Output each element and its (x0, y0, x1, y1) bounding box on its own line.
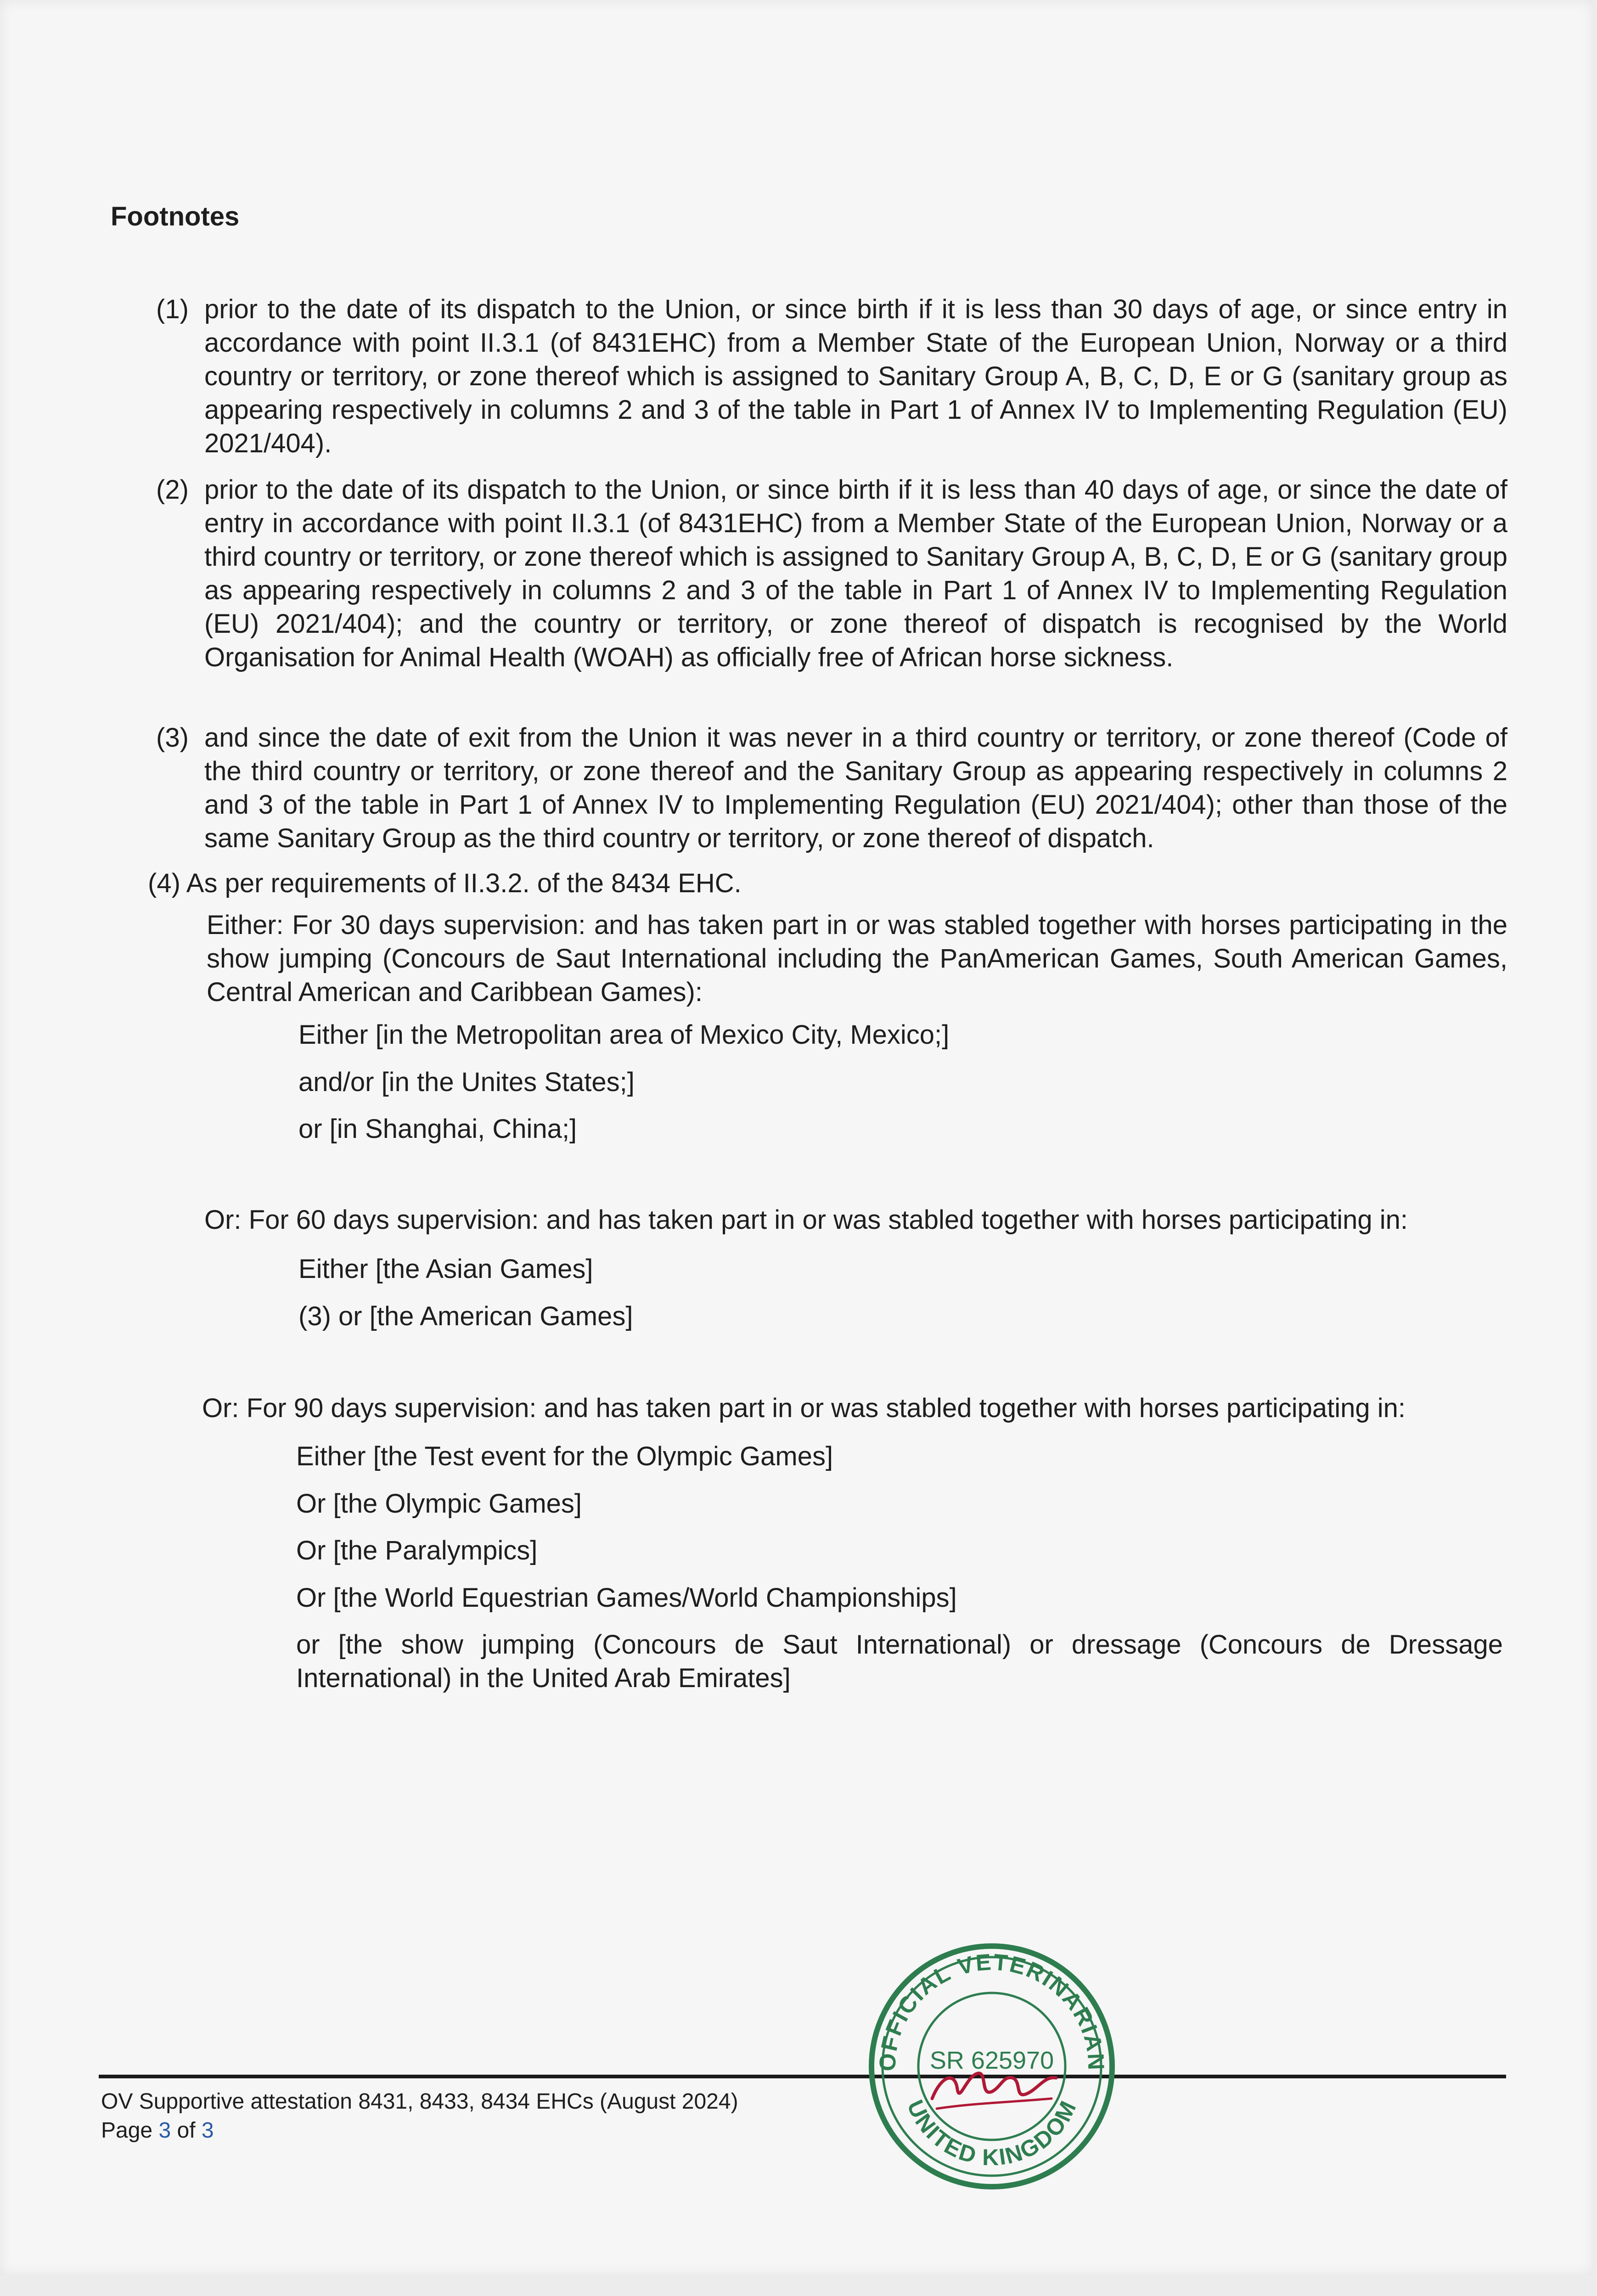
either-item-shanghai: or [in Shanghai, China;] (298, 1114, 577, 1144)
either-30-days-intro: Either: For 30 days supervision: and has taken part in or was stabled together with horses participating in the show jumping (Concours de Saut International including the PanAmerican Games, South American Games, Central American and Caribbean Games): (207, 910, 1507, 1007)
page-word: Page (101, 2118, 153, 2143)
or90-item-uae: or [the show jumping (Concours de Saut International) or dressage (Concours de Dressage International) in the United Arab Emirates] (296, 1630, 1503, 1693)
footnote-1-text: prior to the date of its dispatch to the Union, or since birth if it is less than 30 days of age, or since entry in accordance with point II.3.1 (of 8431EHC) from a Member State of the European Union, Norway or a third country or territory, or zone thereof which is assigned to Sanitary Group A, B, C, D, E or G (sanitary group as appearing respectively in columns 2 and 3 of the table in Part 1 of Annex IV to Implementing Regulation (EU) 2021/404). (204, 294, 1507, 458)
or60-item-american-games: (3) or [the American Games] (298, 1301, 633, 1331)
page-current: 3 (158, 2118, 171, 2143)
stamp-number: SR 625970 (929, 2047, 1054, 2074)
official-veterinarian-stamp (863, 1938, 1120, 2195)
footnote-3-text: and since the date of exit from the Union it was never in a third country or territory, or zone thereof (Code of the third country or territory, or zone thereof and the Sanitary Group as appearing respectively in columns 2 and 3 of the table in Part 1 of Annex IV to Implementing Regulation (EU) 2021/404); other than those of the same Sanitary Group as the third country or territory, or zone thereof of dispatch. (204, 723, 1507, 853)
footnote-3-marker: (3) (156, 723, 189, 753)
footnote-1-marker: (1) (156, 294, 189, 324)
page-total: 3 (201, 2118, 214, 2143)
of-word: of (177, 2118, 196, 2143)
or90-item-world-equestrian-games: Or [the World Equestrian Games/World Championships] (296, 1583, 957, 1613)
footer-attestation: OV Supportive attestation 8431, 8433, 8434 EHCs (August 2024) (101, 2089, 738, 2114)
footer-page-number (101, 2116, 214, 2145)
or-90-days-intro: Or: For 90 days supervision: and has taken part in or was stabled together with horses participating in: (202, 1393, 1406, 1423)
footnote-2-text: prior to the date of its dispatch to the Union, or since birth if it is less than 40 days of age, or since the date of entry in accordance with point II.3.1 (of 8431EHC) from a Member State of the European Union, Norway or a third country or territory, or zone thereof which is assigned to Sanitary Group A, B, C, D, E or G (sanitary group as appearing respectively in columns 2 and 3 of the table in Part 1 of Annex IV to Implementing Regulation (EU) 2021/404); and the country or territory, or zone thereof of dispatch is recognised by the World Organisation for Animal Health (WOAH) as officially free of African horse sickness. (204, 475, 1507, 672)
or90-item-paralympics: Or [the Paralympics] (296, 1536, 538, 1565)
signature-icon (932, 2073, 1056, 2099)
or-60-days-intro: Or: For 60 days supervision: and has taken part in or was stabled together with horses participating in: (204, 1205, 1408, 1235)
footnote-2-marker: (2) (156, 475, 189, 505)
or60-item-asian-games: Either [the Asian Games] (298, 1254, 593, 1284)
stamp-top-text: OFFICIAL VETERINARIAN (874, 1949, 1109, 2072)
or90-item-olympic-games: Or [the Olympic Games] (296, 1489, 582, 1519)
or90-item-test-event: Either [the Test event for the Olympic Games] (296, 1441, 833, 1471)
footnote-4-heading: (4) As per requirements of II.3.2. of the 8434 EHC. (148, 868, 742, 898)
footer-rule (99, 2075, 1506, 2078)
either-item-mexico: Either [in the Metropolitan area of Mexico City, Mexico;] (298, 1020, 950, 1050)
page-title: Footnotes (111, 202, 240, 231)
either-item-united-states: and/or [in the Unites States;] (298, 1067, 635, 1097)
stamp-bottom-text: UNITED KINGDOM (902, 2096, 1082, 2171)
svg-text:UNITED KINGDOM (902, 2096, 1082, 2170)
